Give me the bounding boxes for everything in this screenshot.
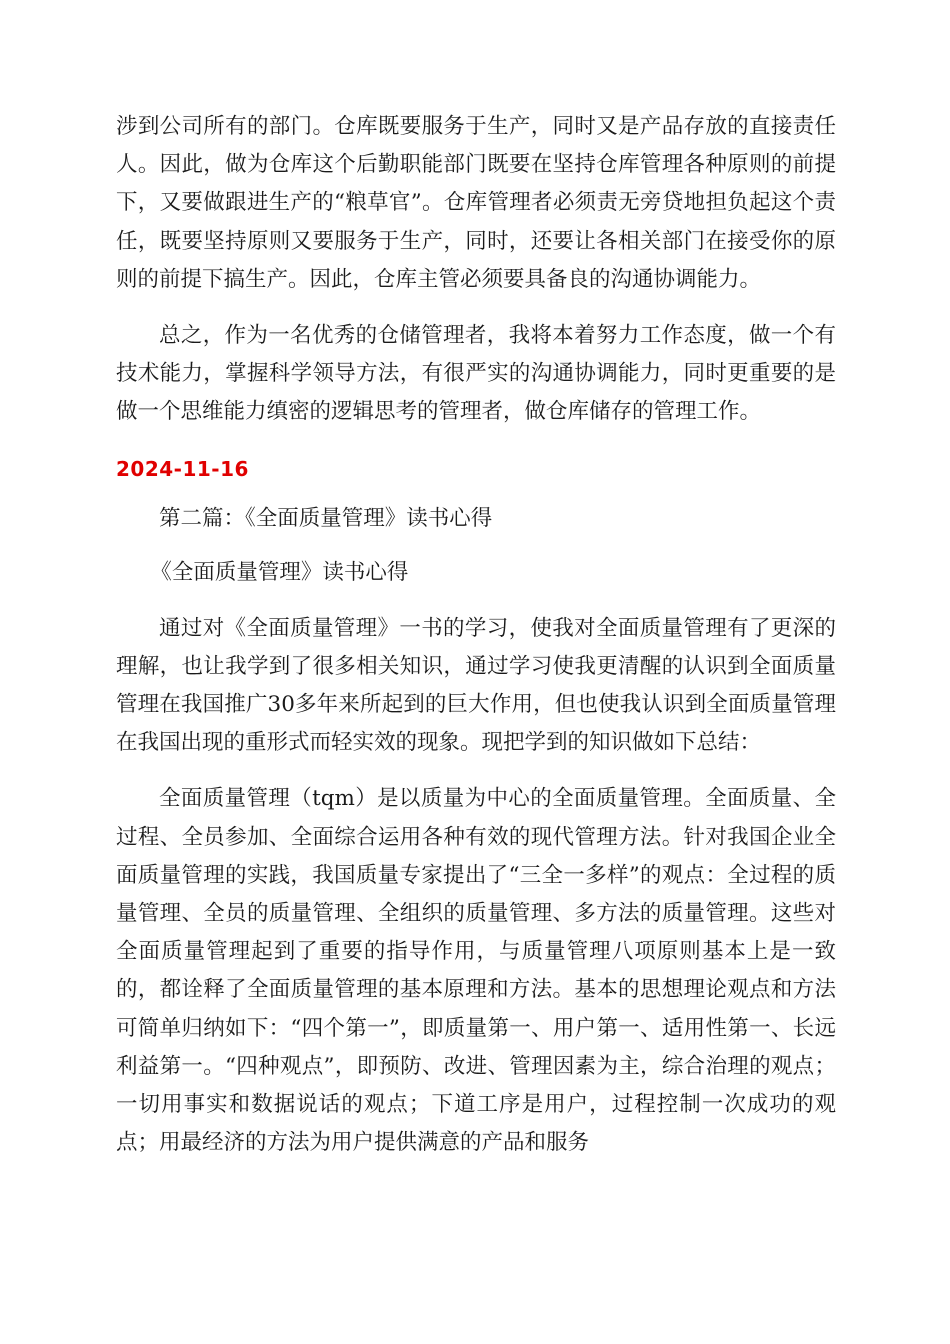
paragraph-conclusion: 总之，作为一名优秀的仓储管理者，我将本着努力工作态度，做一个有技术能力，掌握科学领导方法，有很严实的沟通协调能力，同时更重要的是做一个思维能力缜密的逻辑思考的管理者，做仓库储存的管理工作。 xyxy=(116,323,836,425)
paragraph-intro: 通过对《全面质量管理》一书的学习，使我对全面质量管理有了更深的理解，也让我学到了很多相关知识，通过学习使我更清醒的认识到全面质量管理在我国推广30多年来所起到的巨大作用，但也使我认识到全面质量管理在我国出现的重形式而轻实效的现象。现把学到的知识做如下总结： xyxy=(116,615,836,756)
book-title: 《全面质量管理》读书心得 xyxy=(150,559,409,585)
date-label: 2024-11-16 xyxy=(116,456,249,481)
paragraph-tqm: 全面质量管理（tqm）是以质量为中心的全面质量管理。全面质量、全过程、全员参加、全面综合运用各种有效的现代管理方法。针对我国企业全面质量管理的实践，我国质量专家提出了“三全一多样”的观点：全过程的质量管理、全员的质量管理、全组织的质量管理、多方法的质量管理。这些对全面质量管理起到了重要的指导作用，与质量管理八项原则基本上是一致的，都诠释了全面质量管理的基本原理和方法。基本的思想理论观点和方法可简单归纳如下：“四个第一”，即质量第一、用户第一、适用性第一、长远利益第一。“四种观点”，即预防、改进、管理因素为主，综合治理的观点；一切用事实和数据说话的观点；下道工序是用户，过程控制一次成功的观点；用最经济的方法为用户提供满意的产品和服务 xyxy=(116,786,836,1156)
section-heading: 第二篇：《全面质量管理》读书心得 xyxy=(159,505,493,531)
paragraph-continued: 涉到公司所有的部门。仓库既要服务于生产，同时又是产品存放的直接责任人。因此，做为仓库这个后勤职能部门既要在坚持仓库管理各种原则的前提下，又要做跟进生产的“粮草官”。仓库管理者必须责无旁贷地担负起这个责任，既要坚持原则又要服务于生产，同时，还要让各相关部门在接受你的原则的前提下搞生产。因此，仓库主管必须要具备良的沟通协调能力。 xyxy=(116,114,836,292)
document-page xyxy=(116,108,836,1162)
